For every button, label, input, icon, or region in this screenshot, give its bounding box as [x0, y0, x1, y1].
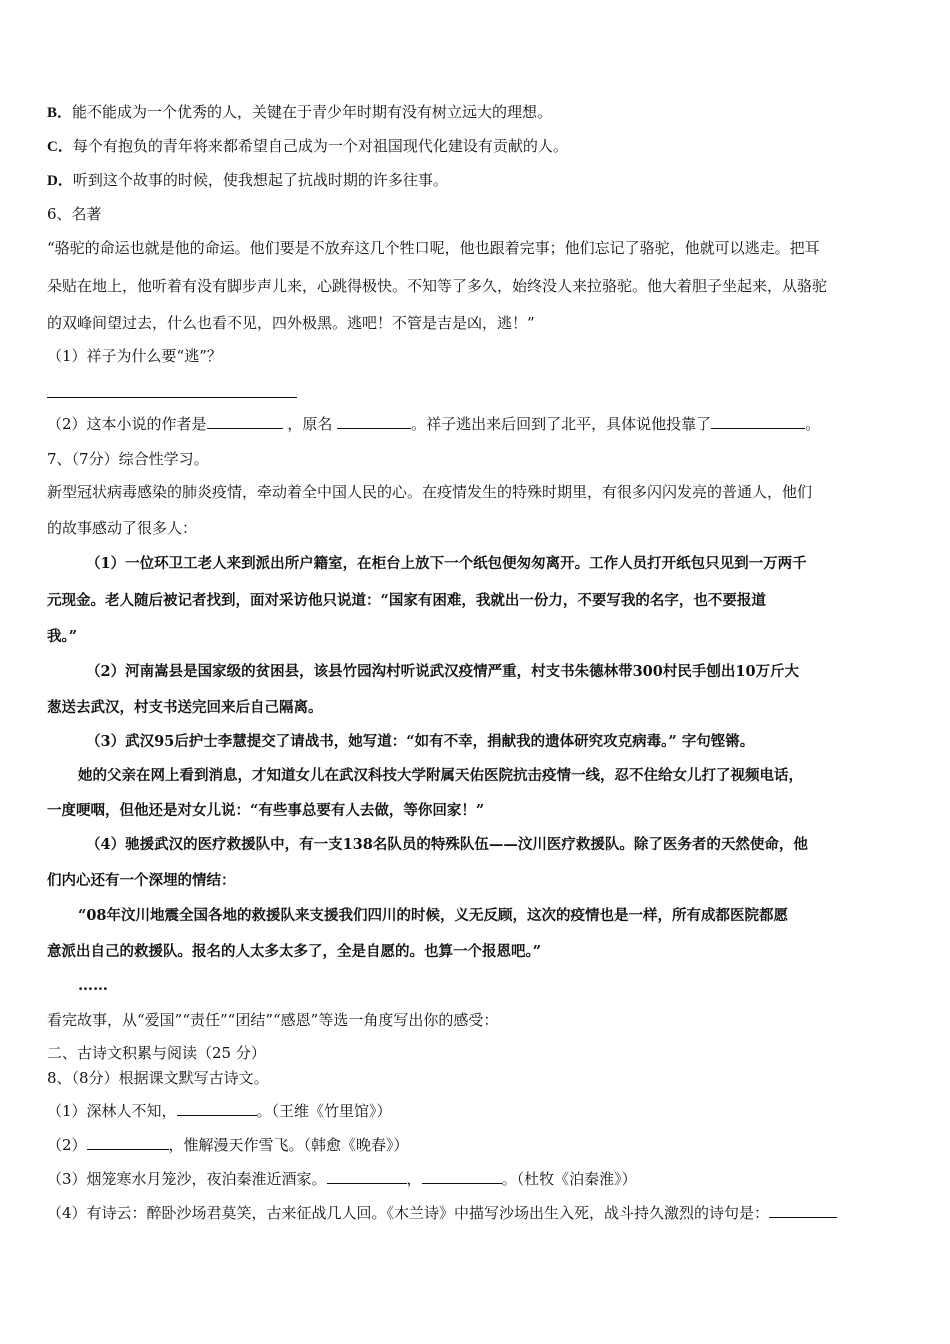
q7-intro-line: 新型冠状病毒感染的肺炎疫情，牵动着全中国人民的心。在疫情发生的特殊时期里，有很多闪闪发亮的普通人，他们: [47, 483, 813, 501]
q8-line-4: [47, 1203, 906, 1223]
answer-blank[interactable]: [177, 1101, 257, 1116]
option-letter: B．: [47, 105, 73, 121]
q6-sub2-text: ，原名: [287, 415, 333, 433]
q6-sub1: （1）祥子为什么要“逃”？: [47, 347, 222, 365]
q6-title: 6、名著: [47, 205, 102, 223]
q7-story-line: 们内心还有一个深埋的情结：: [47, 872, 236, 889]
q8-title: 8、（8分）根据课文默写古诗文。: [47, 1069, 269, 1087]
q6-passage-line: “骆驼的命运也就是他的命运。他们要是不放弃这几个牲口呢，他也跟着完事；他们忘记了骆驼，他就可以逃走。把耳: [47, 239, 820, 257]
option-text: 听到这个故事的时候，使我想起了抗战时期的许多往事。: [72, 171, 448, 189]
q7-story-line: （4）驰援武汉的医疗救援队中，有一支138名队员的特殊队伍——汶川医疗救援队。除了医务者的天然使命，他: [86, 836, 808, 853]
q8-text: 。（杜牧《泊秦淮》）: [501, 1170, 637, 1188]
q7-story-line: （1）一位环卫工老人来到派出所户籍室，在柜台上放下一个纸包便匆匆离开。工作人员打开纸包只见到一万两千: [86, 555, 807, 572]
option-letter: C．: [47, 139, 73, 155]
option-text: 每个有抱负的青年将来都希望自己成为一个对祖国现代化建设有贡献的人。: [72, 137, 568, 155]
q8-text: ，惟解漫天作雪飞。（韩愈《晚春》）: [168, 1136, 409, 1154]
answer-blank[interactable]: [711, 414, 805, 429]
q5-option-b: [47, 102, 906, 123]
q6-passage-line: 朵贴在地上，他听着有没有脚步声儿来，心跳得极快。不知等了多久，始终没人来拉骆驼。他大着胆子坐起来，从骆驼: [47, 277, 828, 295]
q7-story-line: “08年汶川地震全国各地的救援队来支援我们四川的时候，义无反顾，这次的疫情也是一样，所有成都医院都愿: [78, 907, 789, 924]
answer-blank[interactable]: [422, 1169, 502, 1184]
q8-line-2: [47, 1135, 906, 1155]
option-text: 能不能成为一个优秀的人，关键在于青少年时期有没有树立远大的理想。: [72, 103, 553, 121]
q7-story-line: 一度哽咽，但他还是对女儿说：“有些事总要有人去做，等你回家！”: [47, 802, 485, 819]
q8-text: 。（王维《竹里馆》）: [256, 1102, 392, 1120]
q5-option-d: [47, 170, 906, 191]
q8-line-3: [47, 1169, 906, 1189]
q7-story-line: 意派出自己的救援队。报名的人太多太多了，全是自愿的。也算一个报恩吧。”: [47, 943, 542, 960]
q7-title: 7、（7分）综合性学习。: [47, 450, 209, 468]
q6-sub2-text: 。祥子逃出来后回到了北平，具体说他投靠了: [411, 415, 712, 433]
q7-story-line: （3）武汉95后护士李慧提交了请战书，她写道：“如有不幸，捐献我的遗体研究攻克病毒。” 字句铿锵。: [86, 733, 755, 750]
section-2-title: 二、古诗文积累与阅读（25 分）: [47, 1044, 266, 1062]
q6-sub2: [47, 414, 906, 434]
answer-blank[interactable]: [207, 414, 283, 429]
q6-sub2-text: （2）这本小说的作者是: [47, 415, 207, 433]
option-letter: D．: [47, 173, 73, 189]
q7-story-line: 元现金。老人随后被记者找到，面对采访他只说道：“国家有困难，我就出一份力，不要写我的名字，也不要报道: [47, 592, 766, 609]
q6-passage-line: 的双峰间望过去，什么也看不见，四外极黑。逃吧！不管是吉是凶，逃！”: [47, 314, 535, 332]
q7-intro-line: 的故事感动了很多人：: [47, 519, 198, 537]
q8-text: （4）有诗云：醉卧沙场君莫笑，古来征战几人回。《木兰诗》中描写沙场出生入死，战斗持久激烈的诗句是：: [47, 1204, 770, 1222]
answer-blank[interactable]: [769, 1203, 837, 1218]
q8-text: （3）烟笼寒水月笼沙，夜泊秦淮近酒家。: [47, 1170, 327, 1188]
q8-text: （1）深林人不知，: [47, 1102, 177, 1120]
q7-story-line: 葱送去武汉，村支书送完回来后自己隔离。: [47, 699, 323, 716]
q7-story-line: 她的父亲在网上看到消息，才知道女儿在武汉科技大学附属天佑医院抗击疫情一线，忍不住给女儿打了视频电话，: [78, 767, 803, 784]
q8-line-1: [47, 1101, 906, 1121]
q8-text: ，: [406, 1170, 422, 1188]
answer-blank[interactable]: [337, 414, 411, 429]
answer-blank-line[interactable]: [47, 397, 297, 398]
q7-prompt: 看完故事，从“爱国”“责任”“团结”“感恩”等选一角度写出你的感受：: [47, 1011, 499, 1029]
q6-sub2-text: 。: [805, 415, 821, 433]
q7-story-line: 我。”: [47, 628, 78, 645]
answer-blank[interactable]: [327, 1169, 407, 1184]
q5-option-c: [47, 136, 906, 157]
q8-text: （2）: [47, 1136, 87, 1154]
q7-story-line: （2）河南嵩县是国家级的贫困县，该县竹园沟村听说武汉疫情严重，村支书朱德林带300村民手刨出10万斤大: [86, 663, 800, 680]
answer-blank[interactable]: [87, 1135, 169, 1150]
q7-ellipsis: ……: [78, 976, 108, 994]
